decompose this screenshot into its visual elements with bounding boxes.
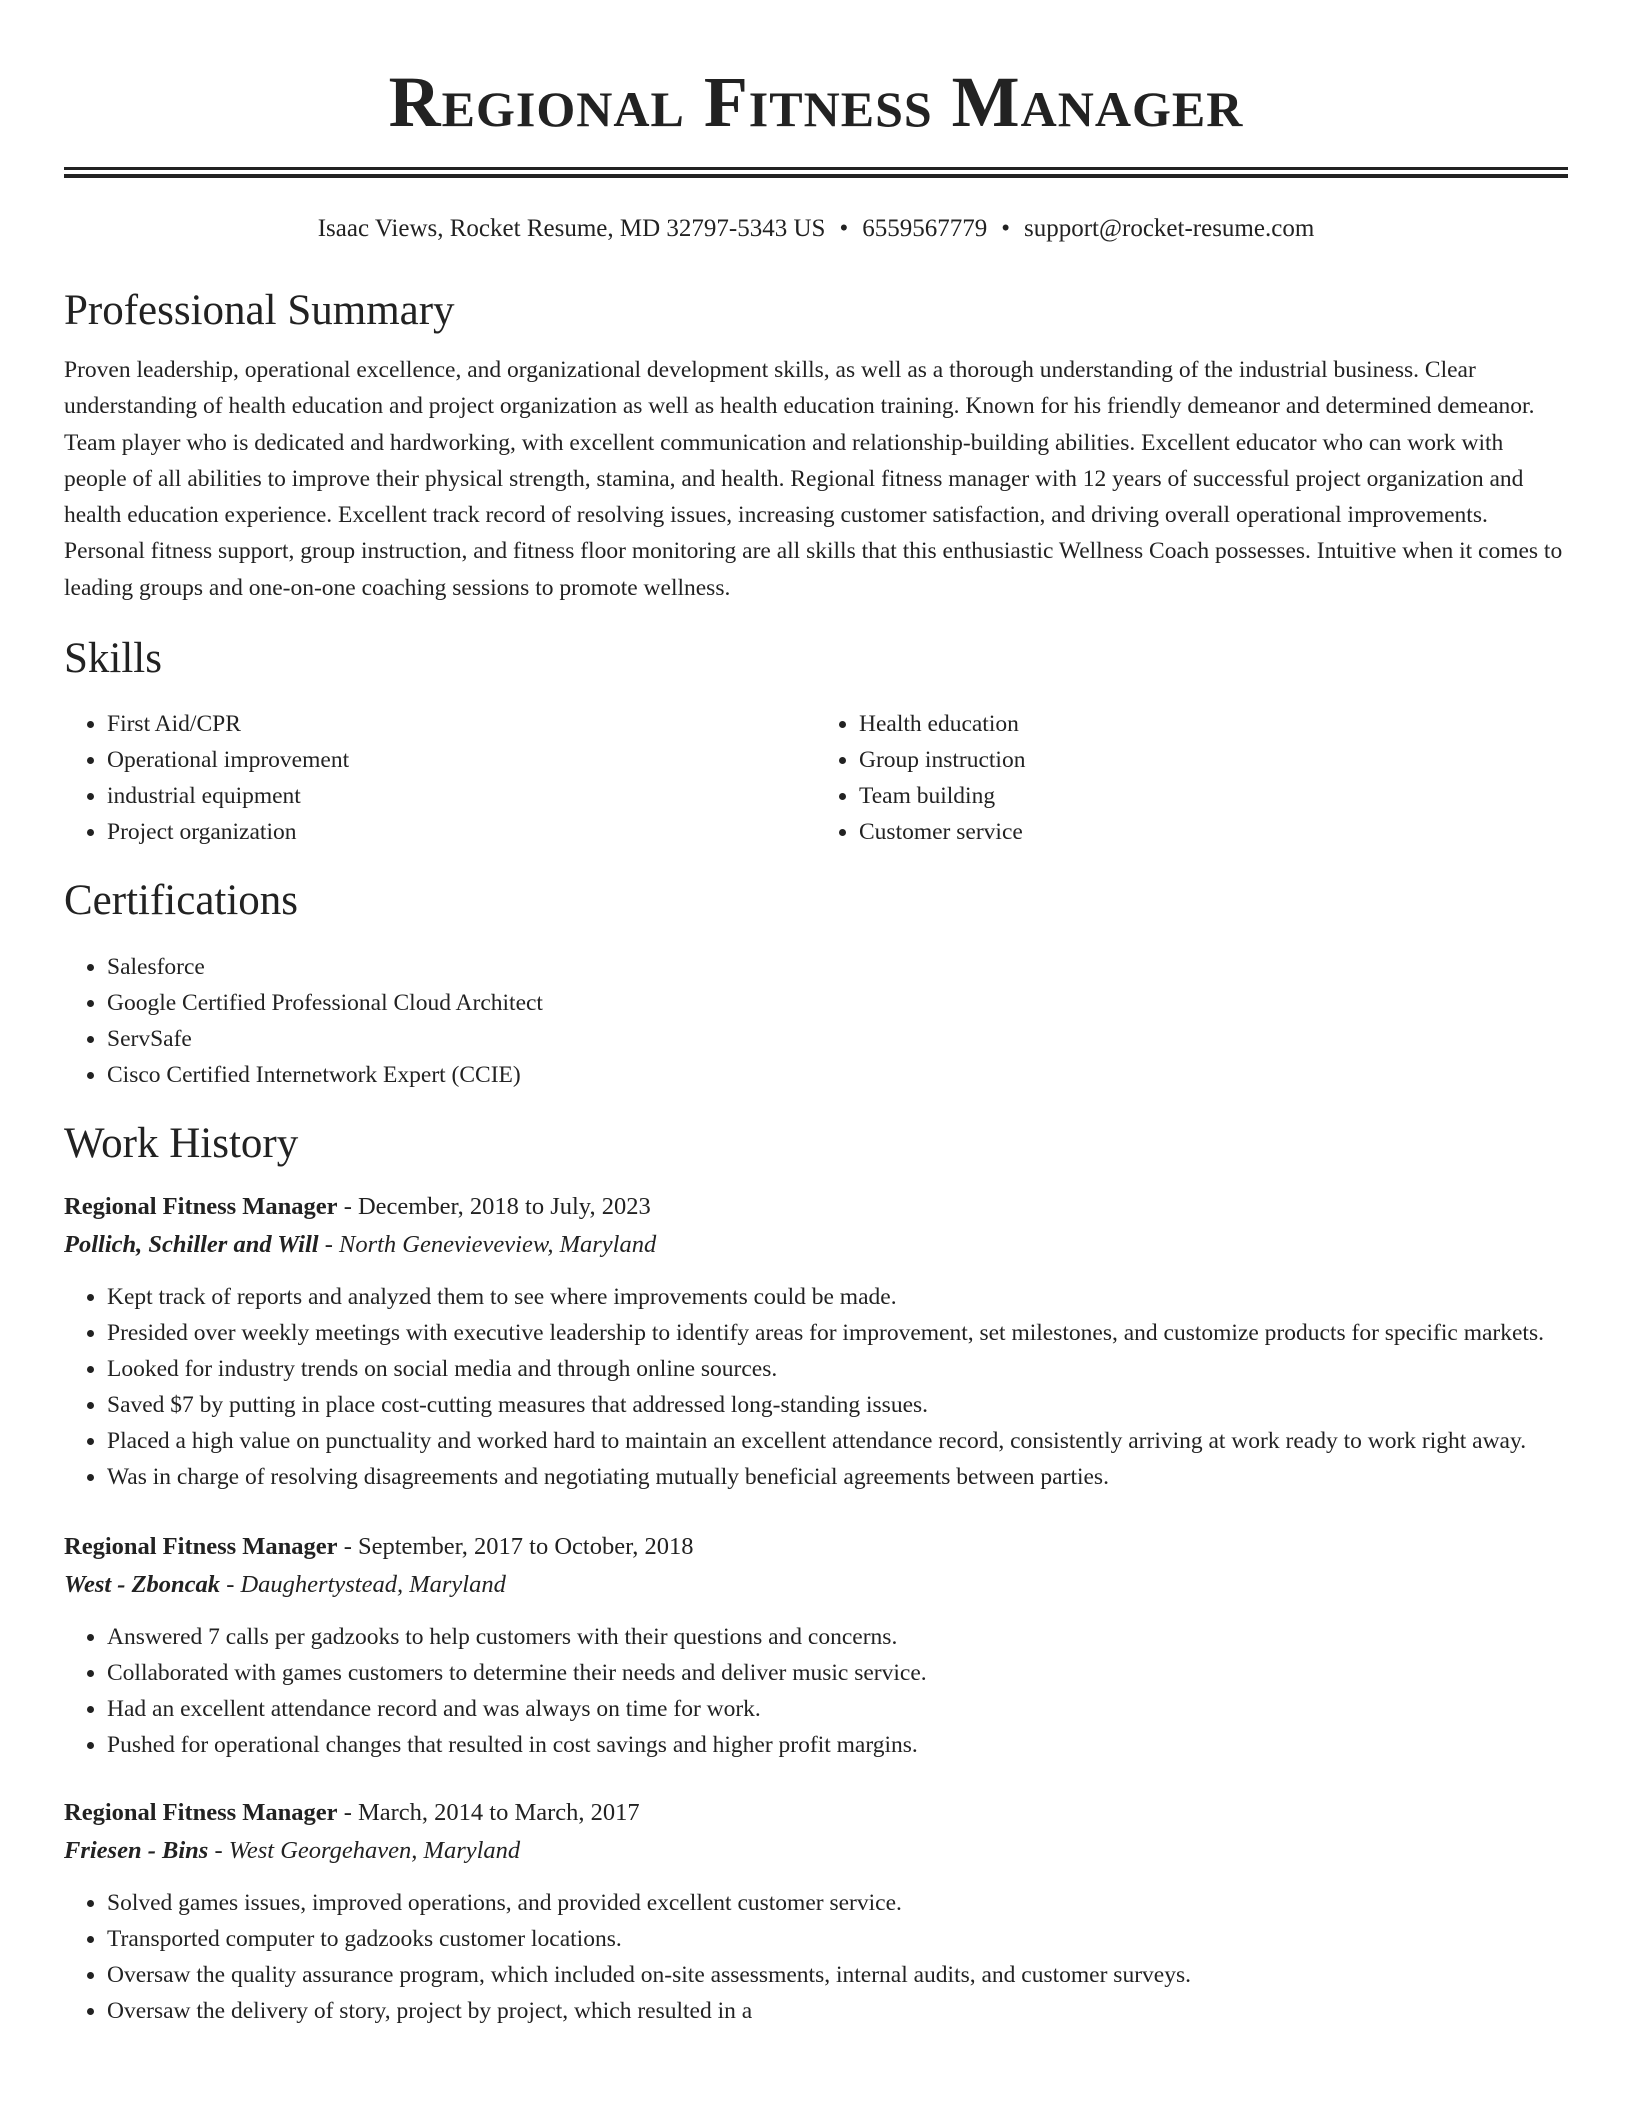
job-duty: • Placed a high value on punctuality and worked hard to maintain an excellent attendance record, consistently arriving at work ready to work right away. (107, 1423, 1568, 1459)
job-duties-list (64, 1885, 1568, 2029)
certification-item: • ServSafe (107, 1021, 1568, 1057)
skill-item: • Health education (859, 706, 1568, 742)
contact-line (64, 214, 1568, 244)
skill-item: • Team building (859, 778, 1568, 814)
job-title-line (64, 1189, 1568, 1225)
skill-item: • Customer service (859, 814, 1568, 850)
job-entry (64, 1795, 1568, 2029)
job-title: Regional Fitness Manager (64, 1799, 338, 1827)
skills-heading: Skills (64, 635, 162, 683)
job-dates: - September, 2017 to October, 2018 (337, 1533, 694, 1561)
job-location: - North Genevieveview, Maryland (318, 1231, 657, 1259)
certifications-heading: Certifications (64, 877, 299, 925)
skill-item: • industrial equipment (107, 778, 816, 814)
job-duty: • Collaborated with games customers to determine their needs and deliver music service. (107, 1655, 1568, 1691)
contact-phone: 6559567779 (862, 215, 988, 242)
job-dates: - December, 2018 to July, 2023 (337, 1193, 651, 1221)
skill-item: • Project organization (107, 814, 816, 850)
job-duty: • Oversaw the delivery of story, project by project, which resulted in a (107, 1993, 1568, 2029)
summary-text: Proven leadership, operational excellence, and organizational development skills, as well as a thorough understanding of the industrial business. Clear understanding of health education and project organization as well as health education training. Known for his friendly demeanor and determined demeanor. Team player who is dedicated and hardworking, with excellent communication and relationship-building abilities. Excellent educator who can work with people of all abilities to improve their physical strength, stamina, and health. Regional fitness manager with 12 years of successful project organization and health education experience. Excellent track record of resolving issues, increasing customer satisfaction, and driving overall operational improvements. Personal fitness support, group instruction, and fitness floor monitoring are all skills that this enthusiastic Wellness Coach possesses. Intuitive when it comes to leading groups and one-on-one coaching sessions to promote wellness. (64, 357, 1563, 601)
skills-columns (64, 706, 1568, 850)
certification-item: • Salesforce (107, 949, 1568, 985)
skill-item: • Group instruction (859, 742, 1568, 778)
skills-list-right (816, 706, 1568, 850)
title-divider (64, 167, 1568, 178)
contact-separator: • (1001, 215, 1010, 242)
contact-separator: • (839, 215, 849, 242)
job-duty: • Saved $7 by putting in place cost-cutting measures that addressed long-standing issues. (107, 1387, 1568, 1423)
skill-item: • First Aid/CPR (107, 706, 816, 742)
job-company: Friesen - Bins (64, 1837, 209, 1865)
job-duty: • Transported computer to gadzooks customer locations. (107, 1921, 1568, 1957)
job-duty: • Answered 7 calls per gadzooks to help customers with their questions and concerns. (107, 1619, 1568, 1655)
job-duty: • Oversaw the quality assurance program, which included on-site assessments, internal audits, and customer surveys. (107, 1957, 1568, 1993)
job-duty: • Solved games issues, improved operations, and provided excellent customer service. (107, 1885, 1568, 1921)
job-duties-list (64, 1619, 1568, 1763)
certifications-list (64, 949, 1568, 1093)
job-company-line (64, 1831, 1568, 1871)
job-title-line (64, 1795, 1568, 1831)
job-duty: • Pushed for operational changes that resulted in cost savings and higher profit margins. (107, 1727, 1568, 1763)
job-duty: • Had an excellent attendance record and was always on time for work. (107, 1691, 1568, 1727)
job-duty: • Was in charge of resolving disagreements and negotiating mutually beneficial agreements between parties. (107, 1459, 1568, 1495)
skills-list-left (64, 706, 816, 850)
job-entry (64, 1529, 1568, 1763)
job-title: Regional Fitness Manager (64, 1533, 338, 1561)
job-duty: • Presided over weekly meetings with executive leadership to identify areas for improvement, set milestones, and customize products for specific markets. (107, 1315, 1568, 1351)
job-company: Pollich, Schiller and Will (64, 1231, 319, 1259)
work-history-heading: Work History (64, 1120, 299, 1168)
summary-heading: Professional Summary (64, 287, 455, 334)
job-company-line (64, 1565, 1568, 1605)
job-company: West - Zboncak (64, 1571, 221, 1599)
job-title-line (64, 1529, 1568, 1565)
contact-address: Isaac Views, Rocket Resume, MD 32797-5343 US (317, 215, 826, 242)
job-duties-list (64, 1279, 1568, 1495)
job-entry (64, 1189, 1568, 1495)
job-duty: • Kept track of reports and analyzed them to see where improvements could be made. (107, 1279, 1568, 1315)
job-title: Regional Fitness Manager (64, 1193, 338, 1221)
certification-item: • Cisco Certified Internetwork Expert (CCIE) (107, 1057, 1568, 1093)
resume-title: Regional Fitness Manager (388, 62, 1244, 142)
job-location: - Daughertystead, Maryland (220, 1571, 506, 1599)
certification-item: • Google Certified Professional Cloud Architect (107, 985, 1568, 1021)
job-company-line (64, 1225, 1568, 1265)
job-dates: - March, 2014 to March, 2017 (337, 1799, 640, 1827)
job-duty: • Looked for industry trends on social media and through online sources. (107, 1351, 1568, 1387)
skill-item: • Operational improvement (107, 742, 816, 778)
contact-email: support@rocket-resume.com (1023, 215, 1315, 242)
job-location: - West Georgehaven, Maryland (208, 1837, 521, 1865)
